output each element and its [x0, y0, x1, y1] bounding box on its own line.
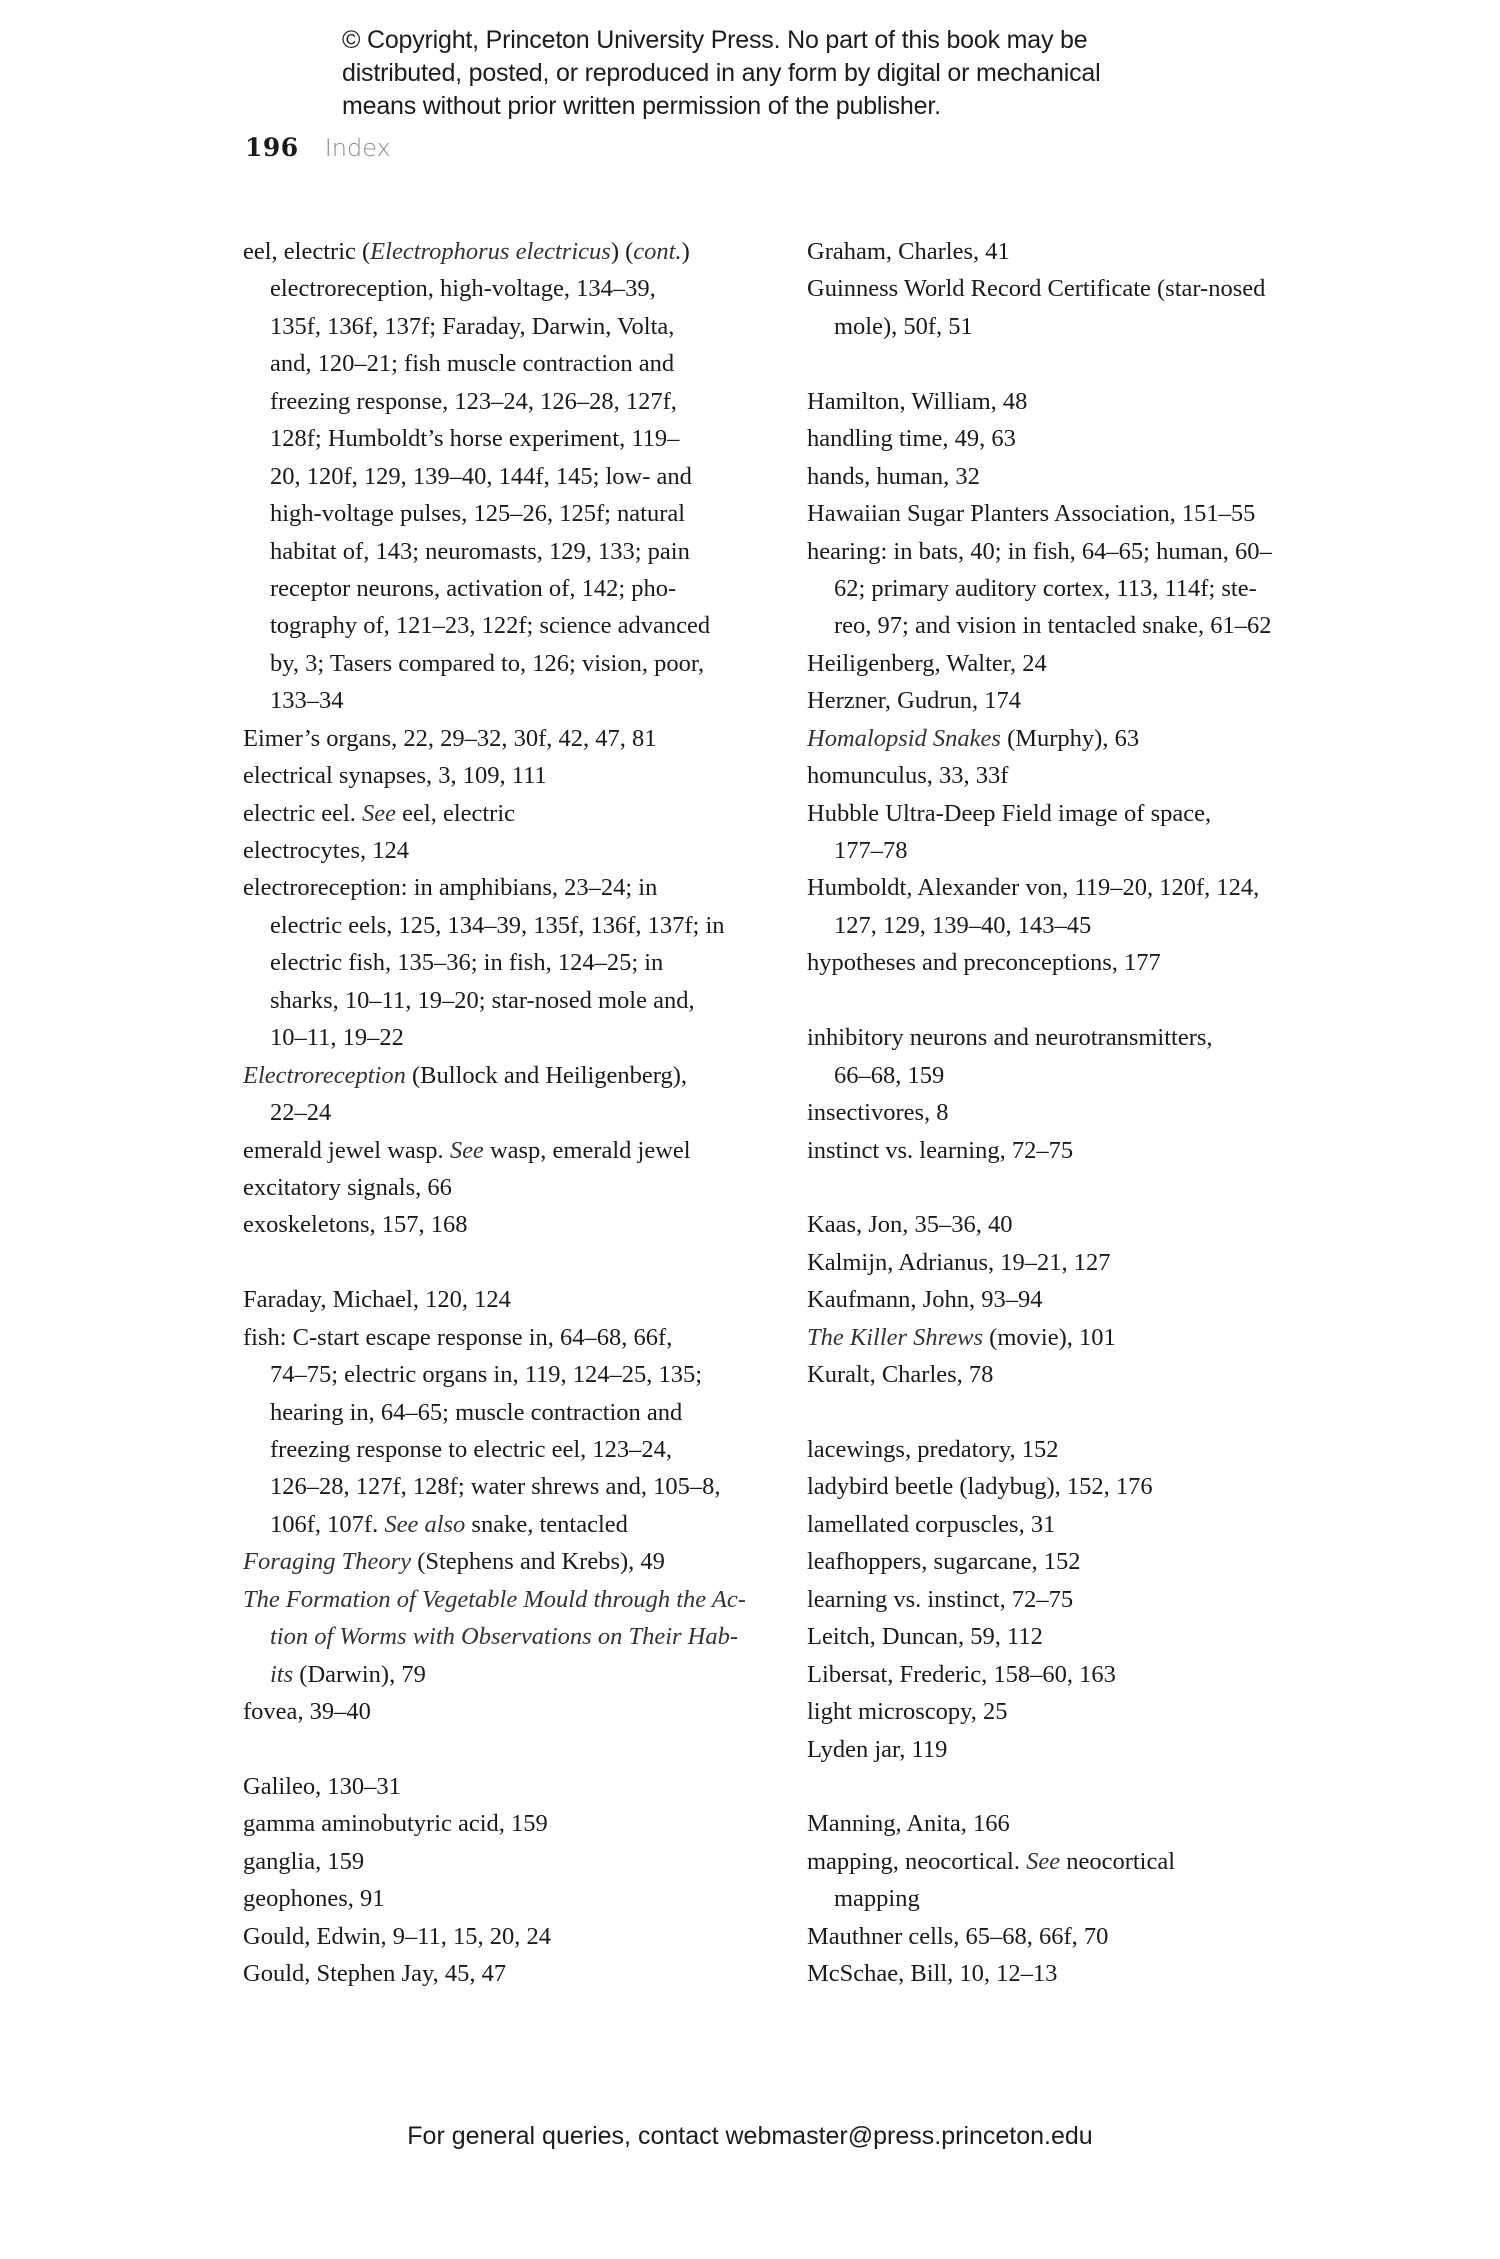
index-letter-gap	[807, 345, 1347, 382]
index-entry-line	[243, 1843, 773, 1880]
index-entry-line	[807, 1693, 1347, 1730]
index-entry-line	[243, 1169, 773, 1206]
copyright-line: distributed, posted, or reproduced in any form by digital or mechanical	[342, 59, 1101, 87]
index-entry-line	[807, 1132, 1347, 1169]
index-subentry-line	[243, 495, 773, 532]
entry-text: Graham, Charles, 41	[807, 238, 1010, 265]
entry-text: emerald jewel wasp.	[243, 1136, 450, 1164]
index-entry-line	[807, 645, 1347, 682]
entry-text: Leitch, Duncan, 59, 112	[807, 1623, 1043, 1651]
index-subentry-line	[243, 907, 773, 944]
index-subentry-line	[243, 1468, 773, 1505]
entry-text: (Murphy), 63	[1000, 724, 1140, 752]
entry-text: electric fish, 135–36; in fish, 124–25; in	[270, 949, 664, 977]
entry-text: Manning, Anita, 166	[807, 1810, 1010, 1838]
italic-text: See	[1026, 1847, 1061, 1875]
italic-text: its	[270, 1660, 294, 1688]
entry-text: freezing response to electric eel, 123–24,	[270, 1436, 673, 1463]
entry-text: handling time, 49, 63	[807, 425, 1016, 453]
entry-text: Eimer’s organs, 22, 29–32, 30f, 42, 47, 81	[243, 724, 657, 752]
italic-text: cont.	[633, 238, 682, 265]
entry-text: ganglia, 159	[243, 1847, 365, 1875]
entry-text: 128f; Humboldt’s horse experiment, 119–	[270, 425, 680, 453]
index-subentry-line	[243, 607, 773, 644]
entry-text: Kaas, Jon, 35–36, 40	[807, 1211, 1013, 1239]
entry-text: learning vs. instinct, 72–75	[807, 1585, 1074, 1613]
index-entry-line	[807, 1431, 1347, 1468]
index-subentry-line	[243, 944, 773, 981]
index-entry-line	[243, 1281, 773, 1318]
entry-text: Herzner, Gudrun, 174	[807, 687, 1022, 715]
index-entry-line	[807, 270, 1347, 307]
index-entry-line	[807, 1581, 1347, 1618]
entry-text: instinct vs. learning, 72–75	[807, 1136, 1074, 1164]
index-entry-line	[807, 458, 1347, 495]
index-subentry-line	[807, 308, 1347, 345]
entry-text: eel, electric	[396, 799, 516, 827]
entry-text: excitatory signals, 66	[243, 1173, 452, 1201]
entry-text: (Bullock and Heiligenberg),	[405, 1061, 688, 1089]
entry-text: electrical synapses, 3, 109, 111	[243, 762, 547, 790]
index-entry-line	[807, 420, 1347, 457]
index-subentry-line	[243, 682, 773, 719]
index-subentry-line	[243, 1431, 773, 1468]
index-letter-gap	[243, 1731, 773, 1768]
index-entry-line	[807, 383, 1347, 420]
index-subentry-line	[243, 570, 773, 607]
entry-text: 74–75; electric organs in, 119, 124–25, 135;	[270, 1361, 703, 1389]
entry-text: Mauthner cells, 65–68, 66f, 70	[807, 1922, 1109, 1950]
index-entry-line	[807, 1506, 1347, 1543]
entry-text: neocortical	[1060, 1847, 1176, 1875]
entry-text: hearing: in bats, 40; in fish, 64–65; human, 60–	[807, 537, 1272, 565]
entry-text: (Stephens and Krebs), 49	[411, 1548, 665, 1576]
entry-text: 66–68, 159	[834, 1061, 945, 1089]
index-subentry-line	[243, 420, 773, 457]
entry-text: fovea, 39–40	[243, 1698, 371, 1726]
index-entry-line	[807, 720, 1347, 757]
index-subentry-line	[807, 570, 1347, 607]
entry-text: 127, 129, 139–40, 143–45	[834, 911, 1092, 939]
index-entry-line	[243, 832, 773, 869]
entry-text: eel, electric (	[243, 238, 371, 265]
index-entry-line	[243, 1918, 773, 1955]
entry-text: light microscopy, 25	[807, 1698, 1008, 1726]
index-entry-line	[807, 1206, 1347, 1243]
entry-text: by, 3; Tasers compared to, 126; vision, poor,	[270, 649, 705, 677]
entry-text: tography of, 121–23, 122f; science advanced	[270, 612, 711, 640]
index-entry-line	[243, 1319, 773, 1356]
index-entry-line	[243, 1805, 773, 1842]
index-subentry-line	[807, 907, 1347, 944]
entry-text: high-voltage pulses, 125–26, 125f; natural	[270, 500, 686, 528]
entry-text: Hamilton, William, 48	[807, 387, 1028, 415]
entry-text: inhibitory neurons and neurotransmitters,	[807, 1024, 1213, 1052]
index-entry-line	[243, 869, 773, 906]
index-entry-line	[807, 1955, 1347, 1992]
entry-text: Libersat, Frederic, 158–60, 163	[807, 1660, 1116, 1688]
entry-text: 62; primary auditory cortex, 113, 114f; ste-	[834, 574, 1257, 602]
copyright-line: © Copyright, Princeton University Press. No part of this book may be	[342, 26, 1088, 54]
entry-text: electric eels, 125, 134–39, 135f, 136f, 137f; in	[270, 911, 725, 939]
index-letter-gap	[807, 1394, 1347, 1431]
index-entry-line	[807, 1319, 1347, 1356]
index-entry-line	[807, 1805, 1347, 1842]
entry-text: electroreception, high-voltage, 134–39,	[270, 275, 656, 303]
index-entry-line	[807, 944, 1347, 981]
index-entry-line	[807, 1244, 1347, 1281]
index-entry-line	[807, 1731, 1347, 1768]
index-entry-line	[807, 495, 1347, 532]
entry-text: Kuralt, Charles, 78	[807, 1361, 994, 1389]
entry-text: exoskeletons, 157, 168	[243, 1211, 468, 1239]
entry-text: )	[681, 238, 690, 265]
italic-text: See	[362, 799, 397, 827]
index-entry-line	[807, 1656, 1347, 1693]
entry-text: Lyden jar, 119	[807, 1735, 948, 1763]
index-entry-line	[807, 1094, 1347, 1131]
entry-text: (Darwin), 79	[293, 1660, 426, 1688]
entry-text: 106f, 107f.	[270, 1510, 385, 1538]
index-entry-line	[807, 869, 1347, 906]
copyright-notice	[342, 24, 1342, 123]
entry-text: mapping, neocortical.	[807, 1847, 1027, 1875]
index-letter-gap	[243, 1244, 773, 1281]
running-head	[245, 132, 391, 164]
index-subentry-line	[243, 270, 773, 307]
index-subentry-line	[243, 1019, 773, 1056]
index-subentry-line	[243, 533, 773, 570]
index-entry-line	[243, 757, 773, 794]
index-entry-line	[243, 1543, 773, 1580]
entry-text: electrocytes, 124	[243, 837, 409, 864]
italic-text: Electrophorus electricus	[370, 238, 611, 265]
index-subentry-line	[243, 1094, 773, 1131]
index-entry-line	[807, 1843, 1347, 1880]
entry-text: geophones, 91	[243, 1885, 385, 1913]
index-entry-line	[807, 1543, 1347, 1580]
index-entry-line	[243, 1880, 773, 1917]
index-subentry-line	[243, 1356, 773, 1393]
index-subentry-line	[807, 832, 1347, 869]
italic-text: See also	[384, 1510, 466, 1538]
index-subentry-line	[243, 458, 773, 495]
index-entry-line	[807, 1618, 1347, 1655]
entry-text: 177–78	[834, 837, 908, 864]
index-subentry-line	[243, 645, 773, 682]
index-subentry-line	[807, 1057, 1347, 1094]
entry-text: Galileo, 130–31	[243, 1772, 401, 1800]
index-entry-line	[807, 533, 1347, 570]
entry-text: leafhoppers, sugarcane, 152	[807, 1548, 1081, 1576]
index-subentry-line	[243, 1656, 773, 1693]
index-entry-line	[807, 1356, 1347, 1393]
index-subentry-line	[243, 345, 773, 382]
entry-text: hands, human, 32	[807, 462, 980, 490]
index-entry-line	[243, 1693, 773, 1730]
index-subentry-line	[243, 982, 773, 1019]
entry-text: Humboldt, Alexander von, 119–20, 120f, 124,	[807, 874, 1260, 902]
index-subentry-line	[243, 1618, 773, 1655]
italic-text: See	[449, 1136, 484, 1164]
entry-text: Hubble Ultra-Deep Field image of space,	[807, 799, 1212, 827]
entry-text: Kaufmann, John, 93–94	[807, 1286, 1043, 1314]
entry-text: 133–34	[270, 687, 344, 715]
entry-text: mole), 50f, 51	[834, 312, 973, 340]
entry-text: sharks, 10–11, 19–20; star-nosed mole and,	[270, 986, 695, 1014]
index-subentry-line	[807, 607, 1347, 644]
entry-text: gamma aminobutyric acid, 159	[243, 1810, 548, 1838]
index-subentry-line	[243, 383, 773, 420]
entry-text: hypotheses and preconceptions, 177	[807, 949, 1161, 977]
entry-text: homunculus, 33, 33f	[807, 762, 1009, 790]
index-entry-line	[243, 1581, 773, 1618]
index-entry-line	[243, 233, 773, 270]
section-title: Index	[324, 134, 391, 162]
entry-text: mapping	[834, 1885, 920, 1913]
index-subentry-line	[243, 308, 773, 345]
entry-text: 22–24	[270, 1099, 332, 1127]
entry-text: ladybird beetle (ladybug), 152, 176	[807, 1473, 1153, 1501]
entry-text: Faraday, Michael, 120, 124	[243, 1286, 511, 1314]
entry-text: insectivores, 8	[807, 1099, 949, 1127]
index-entry-line	[243, 720, 773, 757]
index-entry-line	[243, 1768, 773, 1805]
italic-text: The Formation of Vegetable Mould through the Ac-	[243, 1585, 746, 1613]
index-entry-line	[807, 682, 1347, 719]
italic-text: Electroreception	[243, 1061, 406, 1089]
entry-text: fish: C-start escape response in, 64–68, 66f,	[243, 1323, 673, 1351]
italic-text: tion of Worms with Observations on Their Hab-	[270, 1623, 739, 1651]
index-entry-line	[807, 1918, 1347, 1955]
index-entry-line	[807, 1019, 1347, 1056]
index-letter-gap	[807, 1768, 1347, 1805]
index-letter-gap	[807, 1169, 1347, 1206]
index-entry-line	[243, 1132, 773, 1169]
index-entry-line	[807, 1468, 1347, 1505]
entry-text: reo, 97; and vision in tentacled snake, 61–62	[834, 612, 1272, 640]
entry-text: (movie), 101	[983, 1323, 1116, 1351]
italic-text: Foraging Theory	[243, 1548, 412, 1576]
entry-text: receptor neurons, activation of, 142; pho-	[270, 574, 677, 602]
index-entry-line	[807, 795, 1347, 832]
entry-text: Guinness World Record Certificate (star-nosed	[807, 275, 1266, 303]
entry-text: 20, 120f, 129, 139–40, 144f, 145; low- and	[270, 462, 692, 490]
index-entry-line	[243, 1057, 773, 1094]
entry-text: hearing in, 64–65; muscle contraction and	[270, 1398, 683, 1426]
entry-text: freezing response, 123–24, 126–28, 127f,	[270, 387, 677, 415]
entry-text: 10–11, 19–22	[270, 1024, 404, 1052]
entry-text: electroreception: in amphibians, 23–24; in	[243, 874, 658, 902]
index-subentry-line	[243, 1394, 773, 1431]
entry-text: Gould, Stephen Jay, 45, 47	[243, 1960, 507, 1988]
index-column-left	[243, 233, 773, 1993]
index-letter-gap	[807, 982, 1347, 1019]
entry-text: Kalmijn, Adrianus, 19–21, 127	[807, 1248, 1111, 1276]
entry-text: 126–28, 127f, 128f; water shrews and, 105–8,	[270, 1473, 721, 1501]
entry-text: habitat of, 143; neuromasts, 129, 133; pain	[270, 537, 690, 565]
copyright-line: means without prior written permission of the publisher.	[342, 92, 941, 120]
italic-text: Homalopsid Snakes	[807, 724, 1001, 752]
index-entry-line	[243, 795, 773, 832]
index-entry-line	[807, 757, 1347, 794]
entry-text: ) (	[610, 238, 634, 265]
entry-text: Hawaiian Sugar Planters Association, 151–55	[807, 500, 1256, 528]
entry-text: wasp, emerald jewel	[483, 1136, 691, 1164]
entry-text: Gould, Edwin, 9–11, 15, 20, 24	[243, 1922, 552, 1950]
entry-text: snake, tentacled	[465, 1510, 628, 1538]
entry-text: Heiligenberg, Walter, 24	[807, 649, 1047, 677]
index-entry-line	[807, 1281, 1347, 1318]
index-entry-line	[807, 233, 1347, 270]
entry-text: 135f, 136f, 137f; Faraday, Darwin, Volta,	[270, 312, 675, 340]
page-number: 196	[245, 133, 299, 162]
italic-text: The Killer Shrews	[807, 1323, 984, 1351]
entry-text: lamellated corpuscles, 31	[807, 1510, 1056, 1538]
index-column-right	[807, 233, 1347, 1993]
footer-contact: For general queries, contact webmaster@press.princeton.edu	[407, 2122, 1093, 2150]
index-entry-line	[243, 1955, 773, 1992]
index-entry-line	[243, 1206, 773, 1243]
index-subentry-line	[807, 1880, 1347, 1917]
entry-text: lacewings, predatory, 152	[807, 1436, 1059, 1463]
index-subentry-line	[243, 1506, 773, 1543]
entry-text: and, 120–21; fish muscle contraction and	[270, 350, 675, 378]
entry-text: electric eel.	[243, 799, 363, 827]
entry-text: McSchae, Bill, 10, 12–13	[807, 1960, 1058, 1988]
